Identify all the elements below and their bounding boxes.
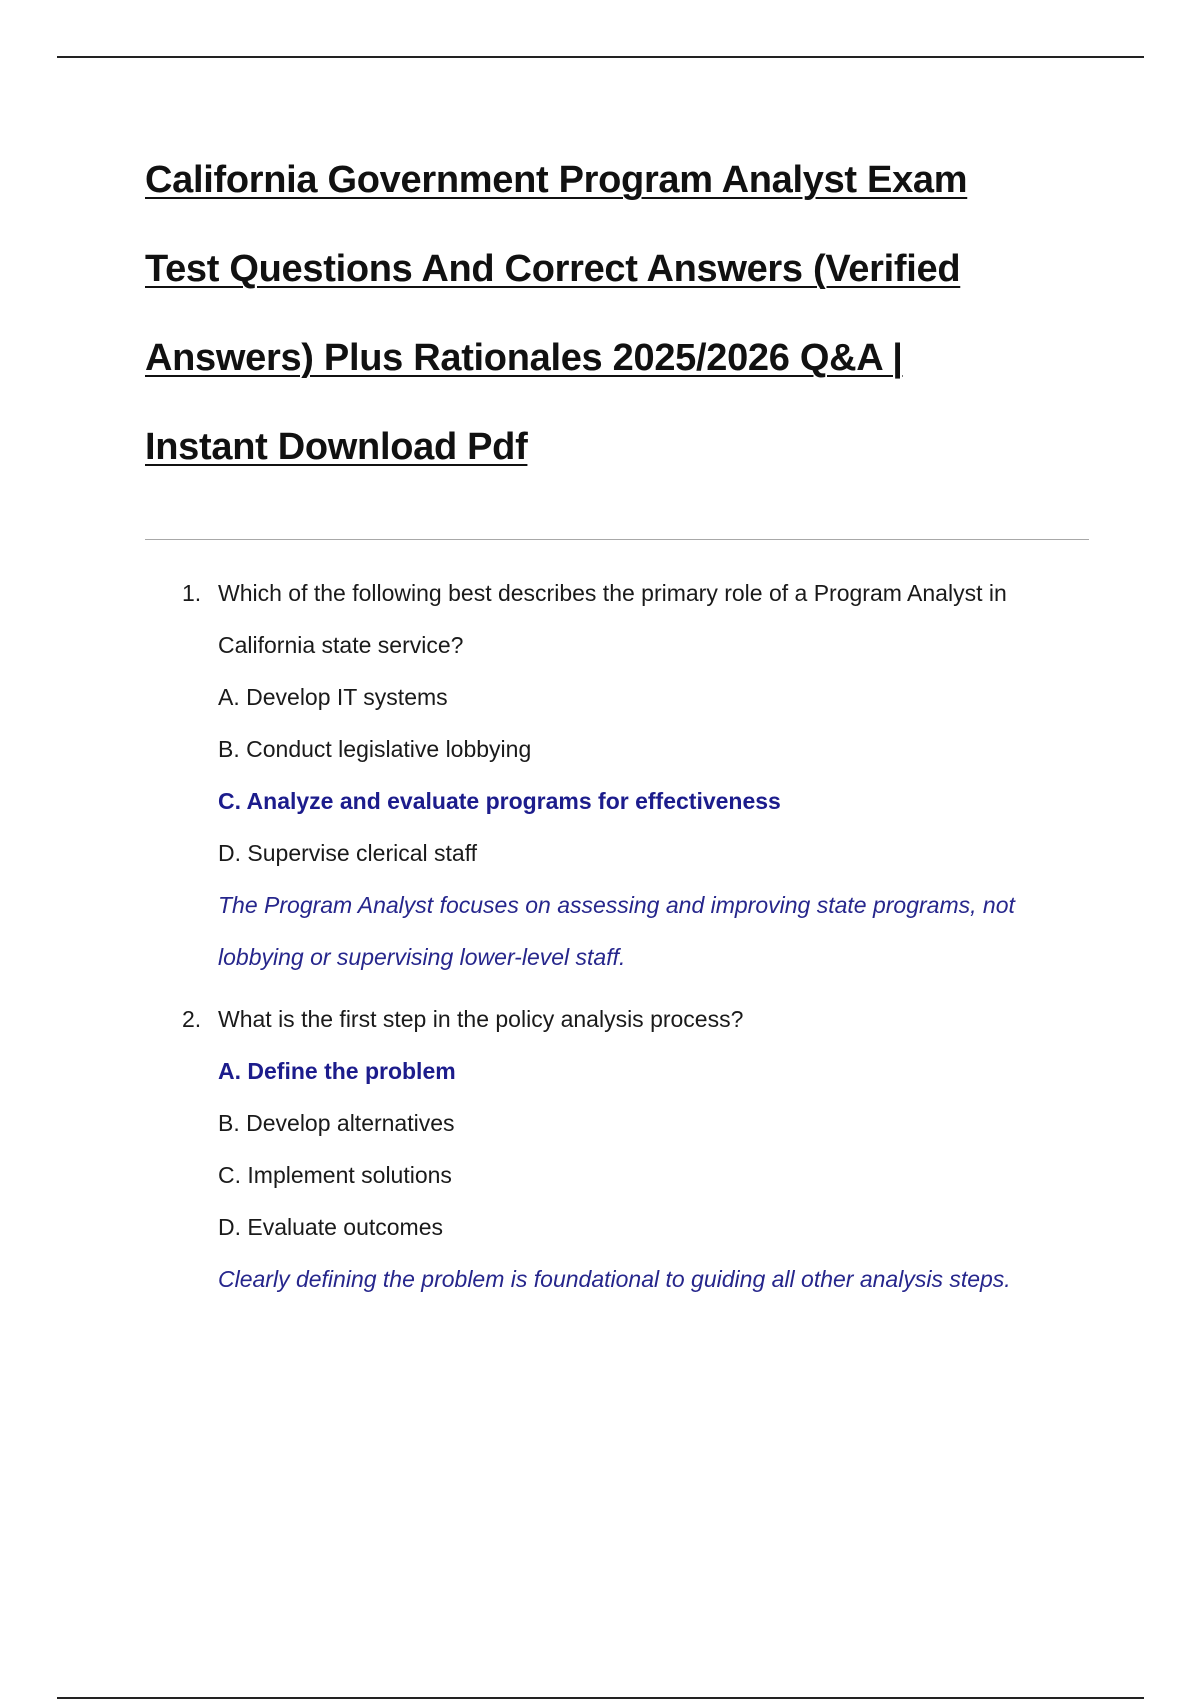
question-list (145, 567, 1095, 1305)
document-title (145, 136, 1105, 492)
title-line: California Government Program Analyst Exam (145, 159, 968, 201)
page-top-rule (57, 56, 1144, 58)
correct-answer-option: C. Analyze and evaluate programs for effectiveness (218, 788, 781, 814)
question-item (145, 993, 1095, 1305)
section-divider (145, 539, 1089, 540)
title-line: Test Questions And Correct Answers (Verified (145, 248, 961, 290)
answer-rationale: Clearly defining the problem is foundational to guiding all other analysis steps. (218, 1266, 1011, 1292)
question-text: What is the first step in the policy analysis process? (218, 1006, 744, 1032)
answer-option: D. Evaluate outcomes (218, 1214, 444, 1240)
answer-rationale: The Program Analyst focuses on assessing and improving state programs, not lobbying or supervising lower-level staff. (218, 892, 1015, 970)
answer-option: B. Conduct legislative lobbying (218, 736, 532, 762)
question-text: Which of the following best describes the primary role of a Program Analyst in California state service? (218, 580, 1007, 658)
answer-option: A. Develop IT systems (218, 684, 448, 710)
answer-option: D. Supervise clerical staff (218, 840, 478, 866)
title-line: Answers) Plus Rationales 2025/2026 Q&A | (145, 337, 903, 379)
correct-answer-option: A. Define the problem (218, 1058, 456, 1084)
page-bottom-rule (57, 1697, 1144, 1699)
answer-option: C. Implement solutions (218, 1162, 452, 1188)
title-line: Instant Download Pdf (145, 426, 528, 468)
question-number: 1. (182, 580, 202, 606)
answer-option: B. Develop alternatives (218, 1110, 455, 1136)
question-item (145, 567, 1095, 983)
question-number: 2. (182, 1006, 202, 1032)
